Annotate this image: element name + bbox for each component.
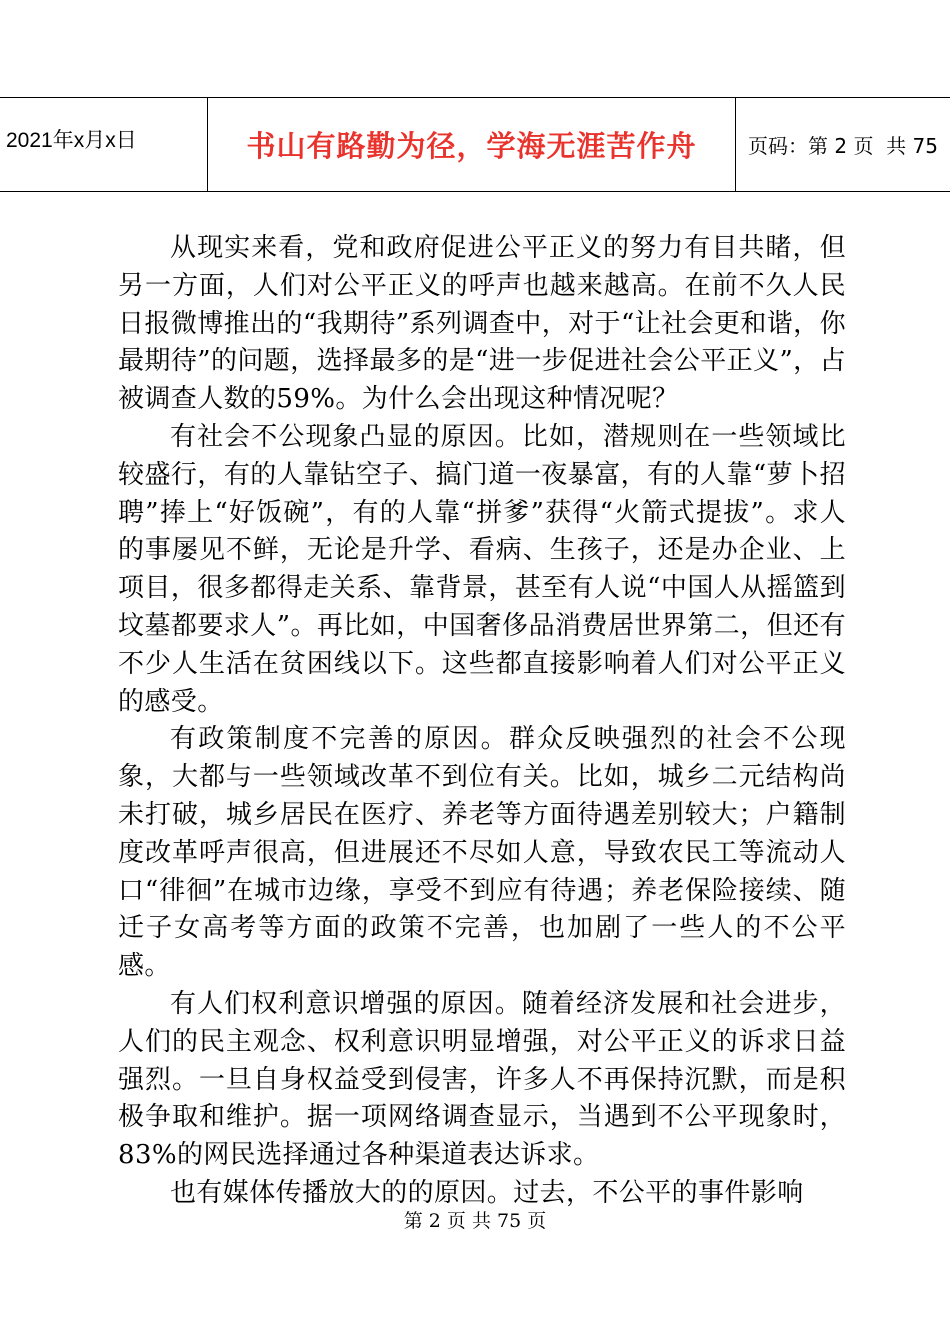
page-header (0, 97, 950, 192)
header-date-text: 2021年x月x日 (6, 128, 137, 152)
paragraph-3: 有政策制度不完善的原因。群众反映强烈的社会不公现象，大都与一些领域改革不到位有关。比如，城乡二元结构尚未打破，城乡居民在医疗、养老等方面待遇差别较大；户籍制度改革呼声很高，但进展还不尽如人意，导致农民工等流动人口“徘徊”在城市边缘，享受不到应有待遇；养老保险接续、随迁子女高考等方面的政策不完善，也加剧了一些人的不公平感。 (118, 724, 846, 982)
paragraph-2: 有社会不公现象凸显的原因。比如，潜规则在一些领域比较盛行，有的人靠钻空子、搞门道一夜暴富，有的人靠“萝卜招聘”捧上“好饭碗”，有的人靠“拼爹”获得“火箭式提拔”。求人的事屡见不鲜，无论是升学、看病、生孩子，还是办企业、上项目，很多都得走关系、靠背景，甚至有人说“中国人从摇篮到坟墓都要求人”。再比如，中国奢侈品消费居世界第二，但还有不少人生活在贫困线以下。这些都直接影响着人们对公平正义的感受。 (118, 421, 846, 717)
header-date (0, 98, 208, 191)
header-motto-text: 书山有路勤为径，学海无涯苦作舟 (246, 129, 697, 163)
header-motto (208, 98, 736, 191)
paragraph-1: 从现实来看，党和政府促进公平正义的努力有目共睹，但另一方面，人们对公平正义的呼声也越来越高。在前不久人民日报微博推出的“我期待”系列调查中，对于“让社会更和谐，你最期待”的问题，选择最多的是“进一步促进社会公平正义”，占被调查人数的59%。为什么会出现这种情况呢？ (118, 233, 846, 415)
header-page-info-text: 页码：第 2 页 共 75 (748, 134, 938, 158)
header-page-info (736, 98, 950, 191)
footer-page-number: 第 2 页 共 75 页 (403, 1210, 547, 1232)
paragraph-5: 也有媒体传播放大的的原因。过去，不公平的事件影响 (170, 1177, 804, 1208)
document-body (118, 230, 846, 1213)
paragraph-4: 有人们权利意识增强的原因。随着经济发展和社会进步，人们的民主观念、权利意识明显增强，对公平正义的诉求日益强烈。一旦自身权益受到侵害，许多人不再保持沉默，而是积极争取和维护。据一项网络调查显示，当遇到不公平现象时，83%的网民选择通过各种渠道表达诉求。 (118, 988, 846, 1171)
page-footer (0, 1206, 950, 1233)
